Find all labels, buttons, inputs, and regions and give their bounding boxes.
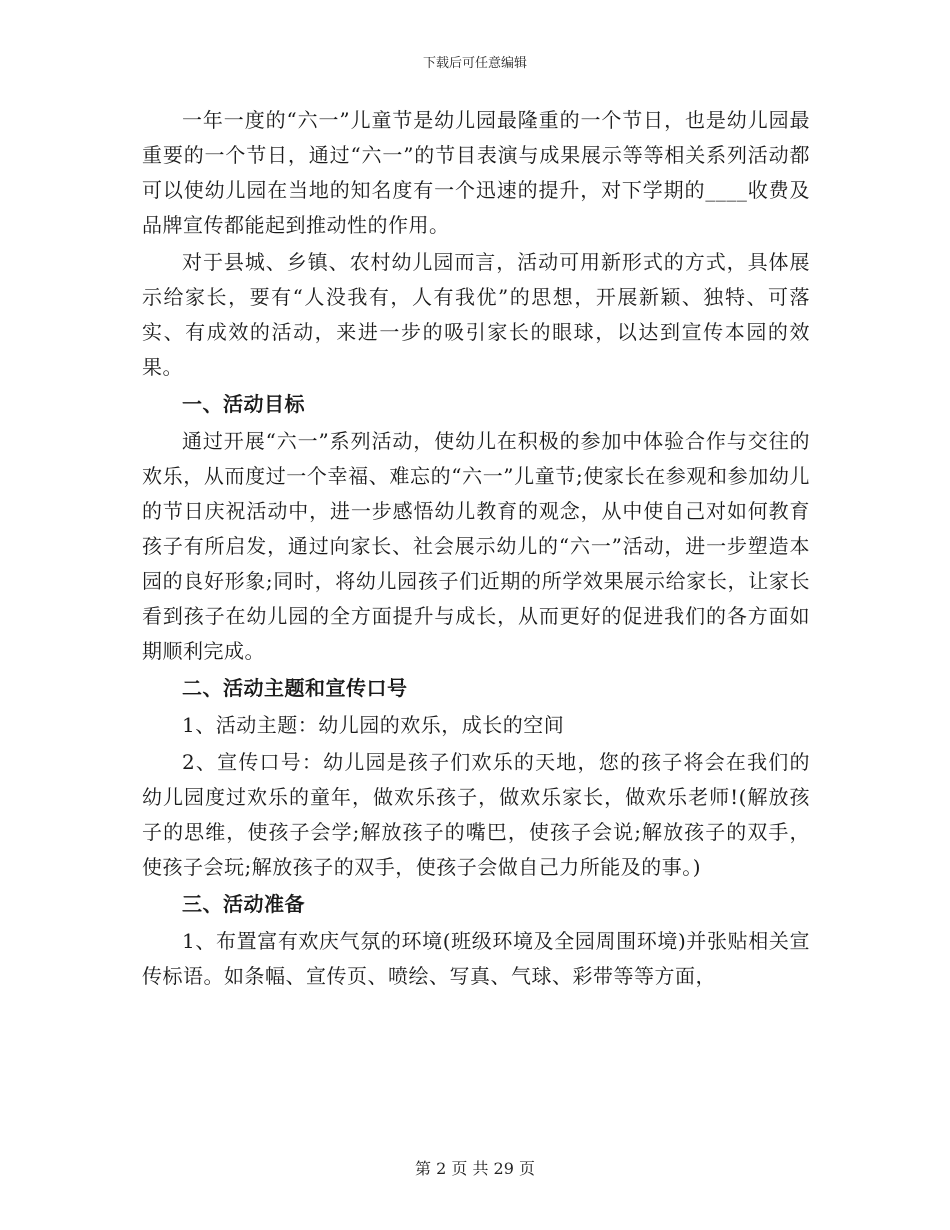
header-note: 下载后可任意编辑 [422, 56, 527, 71]
document-body [142, 103, 810, 994]
paragraph-theme: 1、活动主题：幼儿园的欢乐，成长的空间 [182, 713, 565, 737]
paragraph-slogan: 2、宣传口号：幼儿园是孩子们欢乐的天地，您的孩子将会在我们的幼儿园度过欢乐的童年，做欢乐孩子，做欢乐家长，做欢乐老师!(解放孩子的思维，使孩子会学;解放孩子的嘴巴，使孩子会说;解放孩子的双手，使孩子会玩;解放孩子的双手，使孩子会做自己力所能及的事。) [142, 750, 810, 879]
paragraph-rural-kindergartens: 对于县城、乡镇、农村幼儿园而言，活动可用新形式的方式，具体展示给家长，要有“人没我有，人有我优”的思想，开展新颖、独特、可落实、有成效的活动，来进一步的吸引家长的眼球，以达到宣传本园的效果。 [142, 250, 810, 379]
page-number: 第 2 页 共 29 页 [415, 1159, 535, 1178]
section-heading-theme-slogan: 二、活动主题和宣传口号 [182, 676, 408, 700]
paragraph-preparation: 1、布置富有欢庆气氛的环境(班级环境及全园周围环境)并张贴相关宣传标语。如条幅、宣传页、喷绘、写真、气球、彩带等等方面， [142, 929, 810, 988]
paragraph-intro: 一年一度的“六一”儿童节是幼儿园最隆重的一个节日，也是幼儿园最重要的一个节日，通过“六一”的节目表演与成果展示等等相关系列活动都可以使幼儿园在当地的知名度有一个迅速的提升，对下学期的____收费及品牌宣传都能起到推动性的作用。 [142, 108, 810, 237]
section-heading-goals: 一、活动目标 [182, 392, 305, 416]
paragraph-goals: 通过开展“六一”系列活动，使幼儿在积极的参加中体验合作与交往的欢乐，从而度过一个幸福、难忘的“六一”儿童节;使家长在参观和参加幼儿的节日庆祝活动中，进一步感悟幼儿教育的观念，从中使自己对如何教育孩子有所启发，通过向家长、社会展示幼儿的“六一”活动，进一步塑造本园的良好形象;同时，将幼儿园孩子们近期的所学效果展示给家长，让家长看到孩子在幼儿园的全方面提升与成长，从而更好的促进我们的各方面如期顺利完成。 [142, 429, 810, 663]
section-heading-preparation: 三、活动准备 [182, 892, 305, 916]
